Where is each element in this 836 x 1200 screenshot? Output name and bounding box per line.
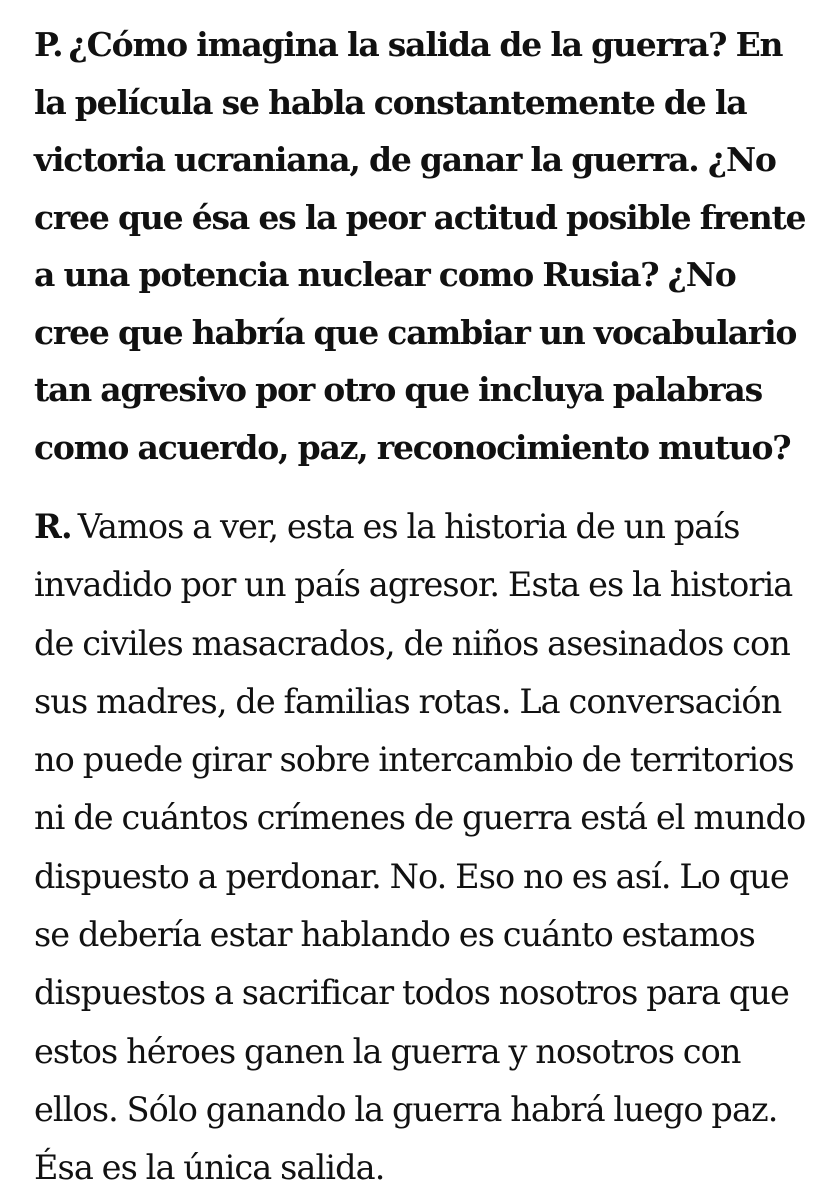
answer-text: Vamos a ver, esta es la historia de un país invadido por un país agresor. Esta es la historia de civiles masacrados, de niños asesinados con sus madres, de familias rotas. La conversación no puede girar sobre intercambio de territorios ni de cuántos crímenes de guerra está el mundo dispuesto a perdonar. No. Eso no es así. Lo que se debería estar hablando es cuánto estamos dispuestos a sacrificar todos nosotros para que estos héroes ganen la guerra y nosotros con ellos. Sólo ganando la guerra habrá luego paz. Ésa es la única salida. — [34, 507, 806, 1188]
question-marker: P. — [34, 25, 63, 64]
interview-question — [34, 16, 809, 476]
answer-marker: R. — [34, 507, 72, 546]
question-text: ¿Cómo imagina la salida de la guerra? En la película se habla constantemente de la victoria ucraniana, de ganar la guerra. ¿No cree que ésa es la peor actitud posible frente a una potencia nuclear como Rusia? ¿No cree que habría que cambiar un vocabulario tan agresivo por otro que incluya palabras como acuerdo, paz, reconocimiento mutuo? — [34, 25, 806, 467]
interview-answer — [34, 498, 809, 1198]
interview-article — [34, 16, 809, 1198]
